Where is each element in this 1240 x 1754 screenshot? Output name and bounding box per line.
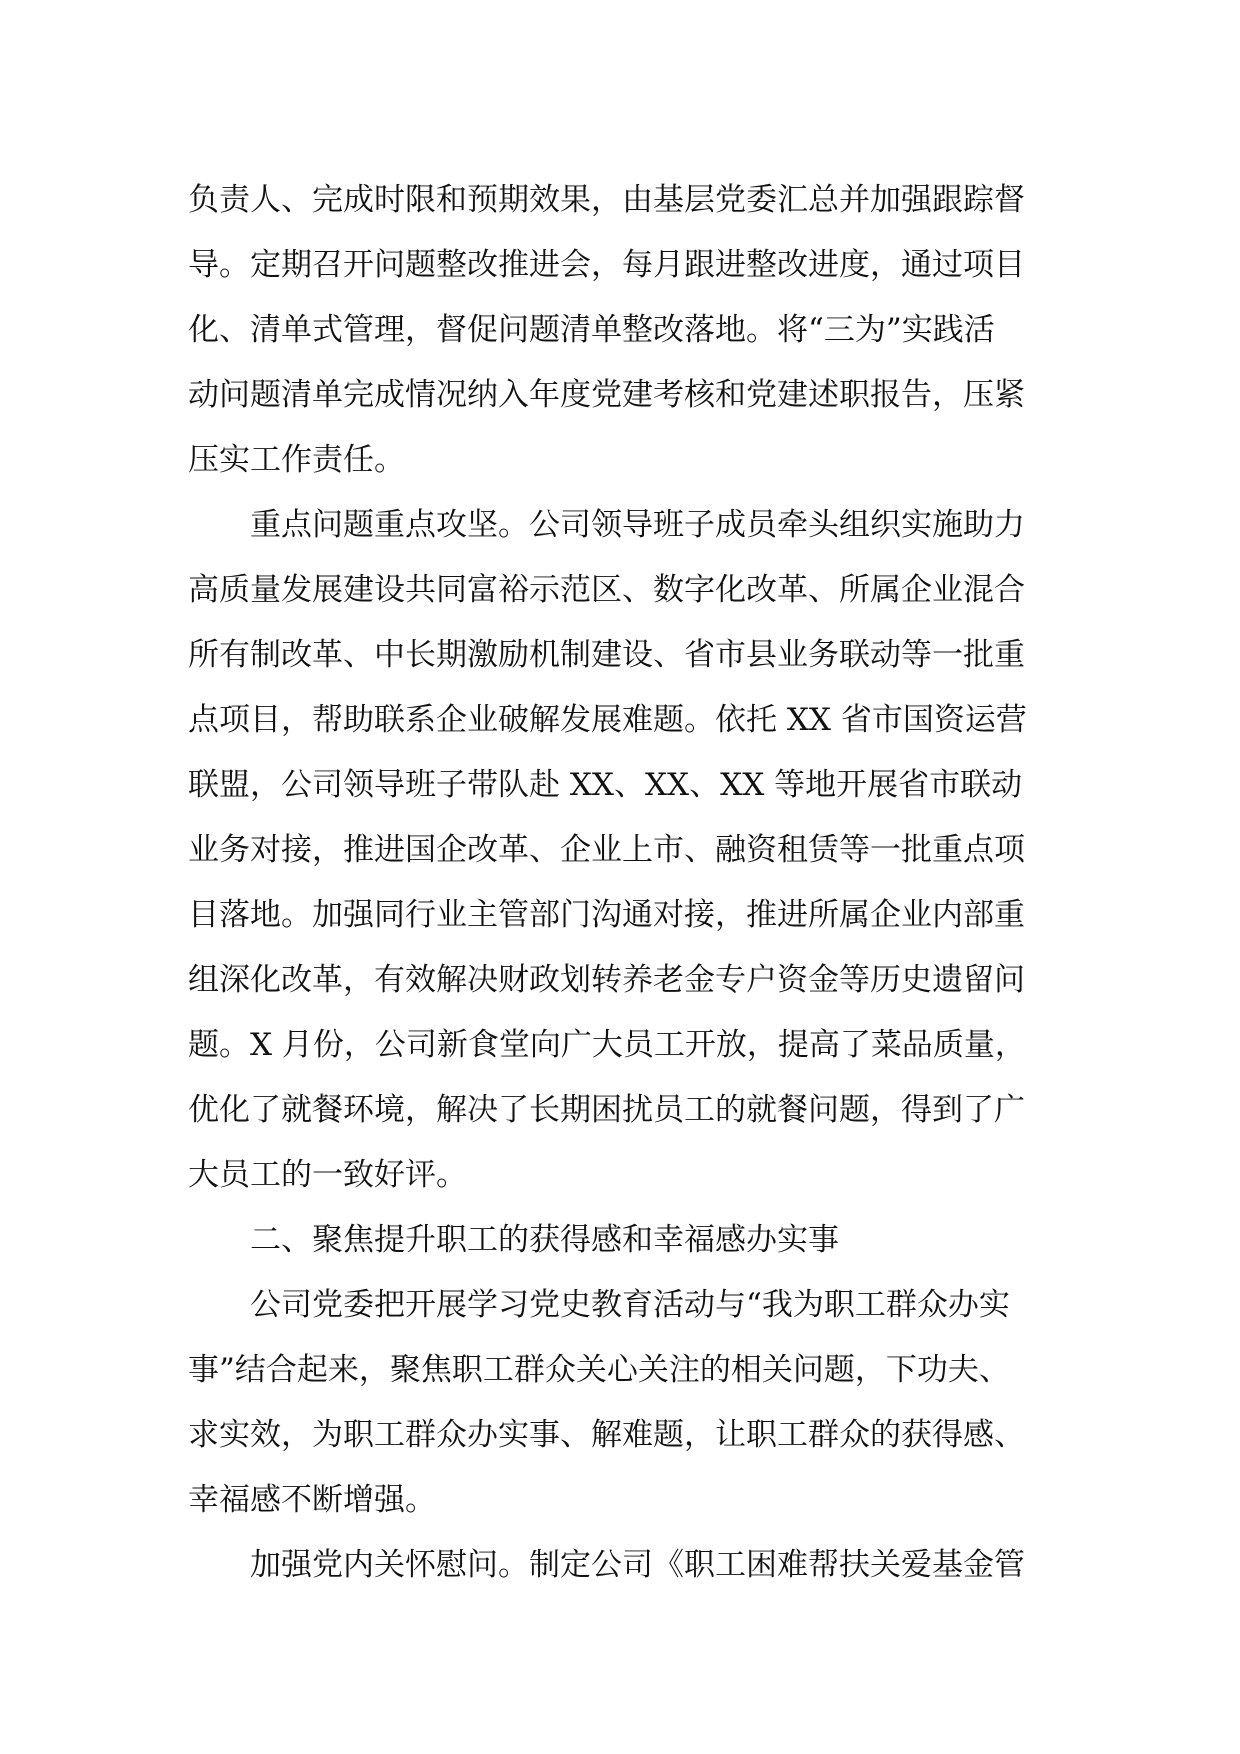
text-line: 大员工的一致好评。 — [188, 1157, 467, 1193]
paragraph-first-line: 加强党内关怀慰问。制定公司《职工困难帮扶关爱基金管 — [250, 1547, 1025, 1583]
paragraph-first-line: 公司党委把开展学习党史教育活动与“我为职工群众办实 — [250, 1287, 1010, 1323]
text-line: 业务对接，推进国企改革、企业上市、融资租赁等一批重点项 — [188, 832, 1025, 868]
document-body — [188, 168, 1054, 1598]
text-line: 所有制改革、中长期激励机制建设、省市县业务联动等一批重 — [188, 637, 1025, 673]
text-line: 压实工作责任。 — [188, 442, 405, 478]
text-line: 优化了就餐环境，解决了长期困扰员工的就餐问题，得到了广 — [188, 1092, 1025, 1128]
text-line: 幸福感不断增强。 — [188, 1482, 436, 1518]
text-line: 化、清单式管理，督促问题清单整改落地。将“三为”实践活 — [188, 312, 995, 348]
text-line: 组深化改革，有效解决财政划转养老金专户资金等历史遗留问 — [188, 962, 1025, 998]
text-line: 负责人、完成时限和预期效果，由基层党委汇总并加强跟踪督 — [188, 182, 1025, 218]
text-line: 事”结合起来，聚焦职工群众关心关注的相关问题，下功夫、 — [188, 1352, 1010, 1388]
text-line: 联盟，公司领导班子带队赴 XX、XX、XX 等地开展省市联动 — [188, 767, 1023, 803]
section-heading: 二、聚焦提升职工的获得感和幸福感办实事 — [250, 1222, 839, 1258]
text-line: 题。X 月份，公司新食堂向广大员工开放，提高了菜品质量， — [188, 1027, 1026, 1063]
text-line: 点项目，帮助联系企业破解发展难题。依托 XX 省市国资运营 — [188, 702, 1027, 738]
text-line: 动问题清单完成情况纳入年度党建考核和党建述职报告，压紧 — [188, 377, 1025, 413]
text-line: 高质量发展建设共同富裕示范区、数字化改革、所属企业混合 — [188, 572, 1025, 608]
text-line: 求实效，为职工群众办实事、解难题，让职工群众的获得感、 — [188, 1417, 1025, 1453]
text-line: 目落地。加强同行业主管部门沟通对接，推进所属企业内部重 — [188, 897, 1025, 933]
paragraph-first-line: 重点问题重点攻坚。公司领导班子成员牵头组织实施助力 — [250, 507, 1025, 543]
text-line: 导。定期召开问题整改推进会，每月跟进整改进度，通过项目 — [188, 247, 1025, 283]
